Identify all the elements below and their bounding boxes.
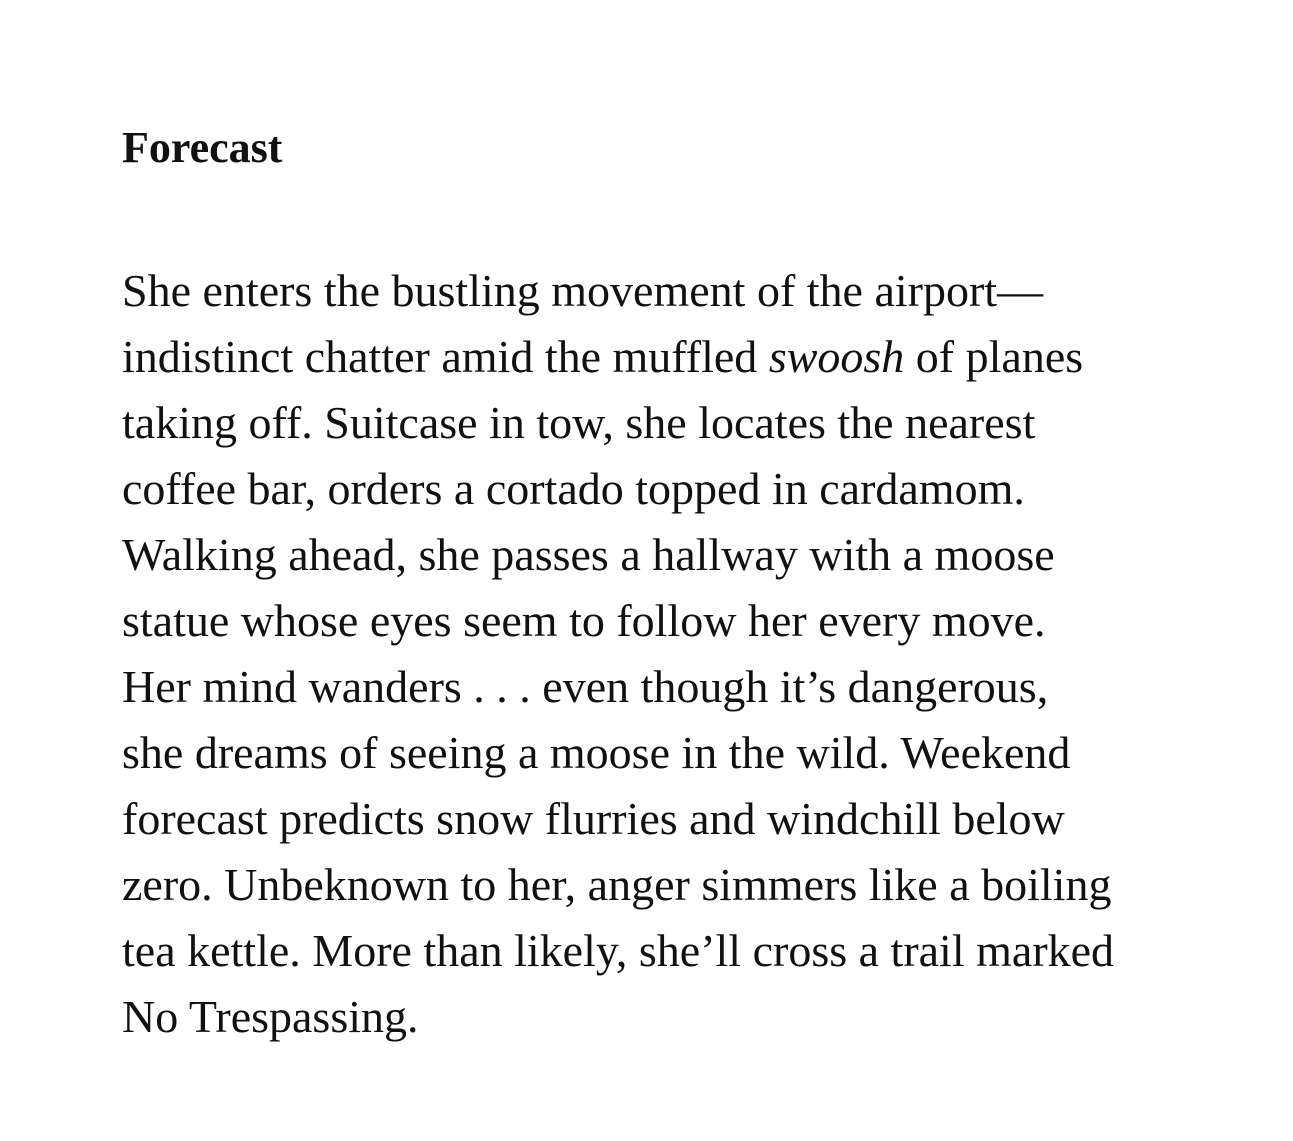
poem-line-text: Her mind wanders . . . even though it’s dangerous,	[122, 661, 1049, 712]
poem-line	[122, 456, 1114, 522]
poem-line	[122, 522, 1114, 588]
poem-line-text: forecast predicts snow flurries and windchill below	[122, 793, 1065, 844]
poem-line	[122, 654, 1114, 720]
poem-line	[122, 918, 1114, 984]
poem-line-text: taking off. Suitcase in tow, she locates the nearest	[122, 397, 1036, 448]
poem-line	[122, 720, 1114, 786]
poem-line-text: tea kettle. More than likely, she’ll cross a trail marked	[122, 925, 1115, 976]
poem-line-text: No Trespassing.	[122, 991, 419, 1042]
poem-line	[122, 786, 1114, 852]
poem-line-text-before: indistinct chatter amid the muffled	[122, 331, 769, 382]
poem-line-text: coffee bar, orders a cortado topped in cardamom.	[122, 463, 1025, 514]
poem-line-text: she dreams of seeing a moose in the wild. Weekend	[122, 727, 1071, 778]
poem-title: Forecast	[122, 123, 283, 172]
poem-line	[122, 984, 1114, 1050]
poem-line	[122, 588, 1114, 654]
emphasized-word: swoosh	[768, 331, 905, 382]
poem-line	[122, 852, 1114, 918]
poem-line-text: statue whose eyes seem to follow her every move.	[122, 595, 1046, 646]
poem-line	[122, 258, 1114, 324]
poem-line-text: zero. Unbeknown to her, anger simmers like a boiling	[122, 859, 1112, 910]
poem-line-text-after: of planes	[904, 331, 1084, 382]
poem-line-text: Walking ahead, she passes a hallway with a moose	[122, 529, 1055, 580]
poem-line-text: She enters the bustling movement of the airport—	[122, 265, 1044, 316]
poem-body	[122, 258, 1114, 1050]
poem-line	[122, 390, 1114, 456]
poem-line	[122, 324, 1114, 390]
